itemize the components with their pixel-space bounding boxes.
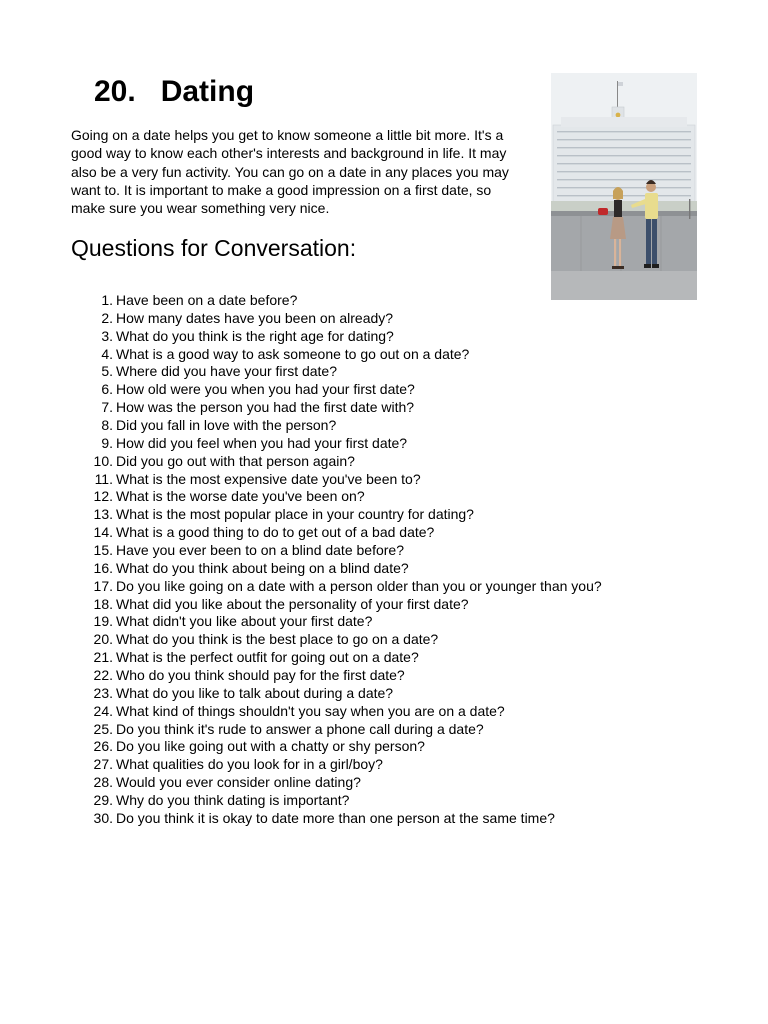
question-text: What is a good way to ask someone to go out on a date? [116, 345, 470, 362]
question-text: What do you think is the best place to go on a date? [116, 631, 439, 648]
questions-heading: Questions for Conversation: [71, 235, 357, 261]
question-number: 2. [101, 309, 113, 326]
question-text: What is the worse date you've been on? [116, 488, 365, 505]
question-text: What is the most expensive date you've been to? [116, 470, 421, 487]
couple-on-date-photo [551, 73, 697, 300]
question-number: 7. [101, 399, 113, 416]
question-number: 15. [93, 542, 113, 559]
question-number: 29. [93, 792, 113, 809]
question-text: What do you think about being on a blind date? [116, 559, 409, 576]
question-text: Do you like going out with a chatty or shy person? [116, 738, 425, 755]
question-text: Would you ever consider online dating? [116, 774, 361, 791]
question-text: What do you think is the right age for dating? [116, 327, 394, 344]
question-number: 6. [101, 381, 113, 398]
question-text: Why do you think dating is important? [116, 792, 350, 809]
question-number: 3. [101, 327, 113, 344]
question-number: 11. [94, 470, 113, 487]
question-number: 9. [101, 434, 113, 451]
question-number: 24. [93, 702, 113, 719]
question-text: Who do you think should pay for the first date? [116, 667, 405, 684]
question-text: What is the perfect outfit for going out on a date? [116, 649, 419, 666]
question-text: What is the most popular place in your country for dating? [116, 506, 474, 523]
question-text: Where did you have your first date? [116, 363, 338, 380]
question-text: What didn't you like about your first date? [116, 613, 373, 630]
question-text: Did you fall in love with the person? [116, 417, 337, 434]
question-number: 25. [93, 720, 113, 737]
question-number: 21. [93, 649, 113, 666]
question-text: Have been on a date before? [116, 292, 298, 308]
question-text: How was the person you had the first date with? [116, 399, 415, 416]
question-number: 19. [93, 613, 113, 630]
question-number: 30. [93, 809, 113, 826]
question-text: What do you like to talk about during a date? [116, 684, 394, 701]
question-text: Do you think it is okay to date more than one person at the same time? [116, 809, 555, 826]
question-number: 20. [93, 631, 113, 648]
question-text: Did you go out with that person again? [116, 452, 355, 469]
question-text: What did you like about the personality of your first date? [116, 595, 469, 612]
question-number: 10. [93, 452, 113, 469]
question-number: 17. [93, 577, 113, 594]
question-text: How old were you when you had your first date? [116, 381, 415, 398]
question-text: Do you think it's rude to answer a phone call during a date? [116, 720, 484, 737]
question-text: How many dates have you been on already? [116, 309, 394, 326]
question-text: What qualities do you look for in a girl/boy? [116, 756, 383, 773]
question-text: How did you feel when you had your first date? [116, 434, 408, 451]
question-number: 28. [93, 774, 113, 791]
question-number: 13. [93, 506, 113, 523]
question-number: 27. [93, 756, 113, 773]
question-number: 12. [93, 488, 113, 505]
question-number: 14. [93, 524, 113, 541]
question-number: 22. [93, 667, 113, 684]
question-number: 8. [101, 417, 113, 434]
question-text: What is a good thing to do to get out of a bad date? [116, 524, 435, 541]
question-number: 16. [93, 559, 113, 576]
question-number: 18. [93, 595, 113, 612]
question-text: Do you like going on a date with a person older than you or younger than you? [116, 577, 602, 594]
question-number: 1. [101, 292, 113, 308]
question-number: 5. [101, 363, 113, 380]
question-number: 23. [93, 684, 113, 701]
question-number: 4. [101, 345, 113, 362]
question-text: Have you ever been to on a blind date before? [116, 542, 404, 559]
question-number: 26. [93, 738, 113, 755]
question-text: What kind of things shouldn't you say when you are on a date? [116, 702, 505, 719]
intro-paragraph: Going on a date helps you get to know someone a little bit more. It's a good way to know each other's interests and background in life. It may also be a very fun activity. You can go on a date in any places you may want to. It is important to make a good impression on a first date, so make sure you wear something very nice. [71, 127, 509, 217]
page-title: 20. Dating [94, 75, 255, 108]
